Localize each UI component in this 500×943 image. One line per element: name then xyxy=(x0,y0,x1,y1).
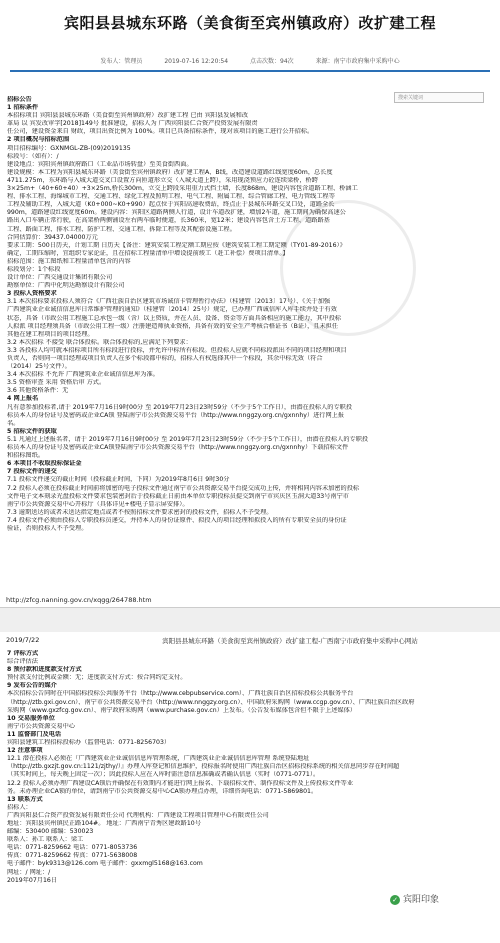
text-line: 9 发布公告的媒介 xyxy=(7,682,57,690)
text-line: 3.6 其他资格条件：无 xyxy=(7,387,69,395)
text-line: 7 投标文件的递交 xyxy=(7,468,57,476)
text-line: 其他在建工程项目的项目经理。 xyxy=(7,330,94,338)
text-line: 2 项目概况与招标范围 xyxy=(7,136,70,144)
text-line: 1 招标条件 xyxy=(7,104,39,112)
text-line: 12.1 潜在投标人必须在『广西建筑业企业诚信信息库管理系统，广西建筑业企业诚信信息库管理 系统登陆地址 xyxy=(7,755,310,763)
text-line: 标员本人的身份证号及密码或企业CA锁 登陆南宁市公共资源交易平台（http://www.nnggzy.org.cn/gxnnhy）进行网上报 xyxy=(7,411,345,419)
text-line: 综合评估法 xyxy=(7,658,38,666)
source: 来源：南宁市政府集中采购中心 xyxy=(315,58,400,65)
text-line: 确定，工期压缩时，宜组织专家论证，且在招标工程量清单中增设提前竣工（赶工补偿）费项目清单。】 xyxy=(7,249,289,257)
text-line: 人拟派 项目经理须具备（市政公用工程一级）注册建造师执业资格，具备有效的安全生产考核合格证书（B证），且未担任 xyxy=(7,322,339,330)
text-line: 验证，否则投标人不予受理。 xyxy=(7,524,88,532)
search-input[interactable]: 搜索关键词 xyxy=(394,92,484,103)
article-meta xyxy=(0,56,500,65)
text-line: 名。 xyxy=(7,419,20,427)
text-line: 7.1 投标文件递交的截止时间（投标截止时间，下同）为2019年8月6日 9时30分 xyxy=(7,476,230,484)
text-line: 3.1 本次招标要求投标人须符合《广西壮族自治区建筑市场诚信卡管理暂行办法》（桂建管〔2013〕17号）、《关于加强 xyxy=(7,298,331,306)
text-line: 招标人： xyxy=(7,803,32,811)
text-line: 7.4 投标文件必须由投标人专职投标员递交，并持本人的身份证原件、拟投入的项目经理和拟投入的所有专职安全员的身份证 xyxy=(7,516,347,524)
text-line: 联系人：孙工 联系人：梁工 xyxy=(7,836,84,844)
text-line: 勘察单位：广西中化明达勘察设计有限公司 xyxy=(7,282,125,290)
text-line: 8 预付款和进度款支付方式 xyxy=(7,666,82,674)
title-divider xyxy=(10,70,490,72)
text-line: 务。未办理企业CA锁的单位，请到南宁市公共资源交易中心CA锁办理点办理，详细咨询电话：0771-5869801。 xyxy=(7,787,318,795)
text-line: 13 联系方式 xyxy=(7,795,43,803)
text-line: 4711.275m，东环路与入城大道交叉口设置方向匝道形立交（入城大道上跨），采用现浇预应力砼连续梁桥，桥跨 xyxy=(7,176,318,184)
text-line: 10 交易服务单位 xyxy=(7,714,55,722)
text-line: 和招标图纸。 xyxy=(7,452,45,460)
text-line: 网址：/ 网址：/ xyxy=(7,868,51,876)
text-line: 程、排水工程、海绵城市工程、交通工程、绿化工程及照明工程、电气工程、附属工程、综合管廊工程、电力管线工程等 xyxy=(7,193,335,201)
text-line: 文件电子文本刻录光盘投标文件要求包装密封后于投标截止日前由本单位专职投标员提交到南宁市宾庆区玉洞大道33号南宁市 xyxy=(7,492,349,500)
text-line: 路出入口车辆正常行驶，在高架桥两侧铺设左右两车临时便道，长360米，宽12米；建设内容包含土方工程、道路路基 xyxy=(7,217,330,225)
page-title: 宾阳县县城东环路（美食街至宾州镇政府）改扩建工程 xyxy=(63,14,436,32)
text-line: 广西宾阳县仁合资产投资发展有限责任公司 代理机构：广西建设工程项目管理中心有限责任公司 xyxy=(7,811,269,819)
text-line: 招标范围：施工图纸和工程量清单包含的内容 xyxy=(7,257,131,265)
text-line: 3.3 各投标人均可就本招标项目所有标段进行投标，并允许中标所有标段。但投标人应就不同标段派出不同的项目经理和项目 xyxy=(7,346,347,354)
text-line: 7.2 投标人必须在投标截止时间前将加密的电子投标文件通过南宁市公共资源交易平台提交成功上传，并将相同内容未加密的投标 xyxy=(7,484,360,492)
text-line: （其实时间上，每天晚上固定一次）；因此投标人应在入库时需注意信息准确或者确认信息（实时（0771-0771）。 xyxy=(7,771,320,779)
text-line: 合同估算价：39437.04000万元 xyxy=(7,233,98,241)
watermark-text: 宾阳印象 xyxy=(403,895,440,905)
text-line: 建设地点：宾阳宾州镇政府路口（工业品市场转盘）至美食街西面。 xyxy=(7,160,193,168)
text-line: 标段号：（如有）：/ xyxy=(7,152,59,160)
text-line: 传真：0771-8259662 传真：0771-5638008 xyxy=(7,852,138,860)
text-line: （http://ztb.gxzjt.gov.cn:1121/zjthy/）』办理入库登记和信息维护，投标报名时使用广西壮族自治区招标投标系统的相关信息同步存在时间超 xyxy=(7,763,400,771)
text-line: 7.3 逾期送达的或者未送达指定地点或者不按照招标文件要求密封的投标文件，招标人不予受理。 xyxy=(7,508,273,516)
text-line: 电子邮件：byk9313@126.com 电子邮件：gxxmgl5168@163.com xyxy=(7,860,203,868)
text-line: 凡有意参加投标者,请于 2019年7月16日9时00分 至 2019年7月23日23时59分（不少于5个工作日），由潜在投标人的专职投 xyxy=(7,403,353,411)
text-line: 3 投标人资格要求 xyxy=(7,290,57,298)
text-line: 11 监督部门及电话 xyxy=(7,730,62,738)
wechat-icon: ✓ xyxy=(390,895,400,905)
text-line: 12 注意事项 xyxy=(7,747,43,755)
text-line: 南宁市公共资源交易中心 xyxy=(7,722,76,730)
text-line: 2019年07月16日 xyxy=(7,876,58,884)
text-line: 本招标项目 宾阳县县城东环路（美食街至宾州镇政府）改扩建工程 已由 宾阳县发展和改 xyxy=(7,112,249,120)
text-line: 6 本项目不收取投标保证金 xyxy=(7,460,82,468)
text-line: 负责人，否则同一项目经理或项目负责人在多个标段都中标的，招标人有权选择其中一个标段，其余中标无效（符合 xyxy=(7,355,323,362)
publisher: 发布人：管理员 xyxy=(100,58,143,65)
announcement-body xyxy=(7,96,491,574)
text-line: 标段划分：1个标段 xyxy=(7,265,61,273)
text-line: 宾阳县建筑工程招标投标办（监督电话：0771-8256703） xyxy=(7,739,171,747)
text-line: 项目招标编号：GXNMGL-ZB-(09)2019135 xyxy=(7,144,131,152)
text-line: 设计单位：广西交通设计集团有限公司 xyxy=(7,274,113,282)
text-line: 地址：宾阳县宾州镇民正路104#。 地址：广西南宁青秀区建政路10号 xyxy=(7,819,201,827)
text-line: 广西建筑业企业诚信信息库日常维护管理的通知》（桂建管〔2014〕25号）规定，已办理广西诚信库入库手续并处于有效 xyxy=(7,306,337,314)
text-line: 采购网（www.gxzfcg.gov.cn）、南宁政府采购网（www.purchase.gov.cn）上发布。（公告发布媒体包含但不限于上述媒体） xyxy=(7,706,356,714)
text-line: 3.4 本次招标 不允许 广西建筑业企业诚信信息库为准。 xyxy=(7,371,159,379)
text-line: 任公司，建设资金来自 财政，项目出资比例为 100%。项目已具备招标条件，现对该项目的施工进行公开招标。 xyxy=(7,128,314,136)
page-url[interactable]: http://zfcg.nanning.gov.cn/xqgg/264788.htm xyxy=(6,596,152,604)
text-line: 南宁市公共资源交易中心开标厅（具体详见+楼电子显示屏安排）。 xyxy=(7,500,189,508)
text-line: 招标公告 xyxy=(7,96,32,103)
print-header-title: 宾阳县县城东环路（美食街至宾州镇政府）改扩建工程-广西南宁市政府集中采购中心网站 xyxy=(162,637,418,645)
text-line: 邮编：530400 邮编：530023 xyxy=(7,828,94,836)
print-date: 2019/7/22 xyxy=(6,636,40,644)
text-line: 建设规模：本工程为宾阳县城东环路（美食街至宾州镇政府）改扩建工程A、B线，改造建设道路红线宽度60m，总长度 xyxy=(7,168,333,176)
text-line: 3×25m+（40+60+40）+3×25m,桥长300m，立交上跨段采用重力式挡土墙，长度868m，建设内容包含道路工程、桥涵工 xyxy=(7,185,358,193)
text-line: 状态，具备（市政公用工程施工总承包一级（含）以上资质，并在人员、设备、资金等方面具备相应的施工能力，其中投标 xyxy=(7,314,342,322)
text-line: 工程、路面工程、排水工程、防护工程、交通工程、拆除工程等及其配套设施工程。 xyxy=(7,225,236,233)
text-line: 3.2 本次招标 不接受 联合体投标。联合体投标的,应满足下列要求： xyxy=(7,338,192,346)
text-line: 标员本人的身份证号及密码或企业CA锁登陆南宁市公共资源交易平台（http://www.nnggzy.org.cn/gxnnhy）下载招标文件 xyxy=(7,444,349,452)
publish-time: 2019-07-16 12:20:54 xyxy=(164,58,229,65)
text-line: 12.2 投标人必须办理广西建设CA锁后并确保在有效期内才能进行网上报名、下载招标文件、制作投标文件及上传投标文件等业 xyxy=(7,779,354,787)
watermark xyxy=(385,890,444,907)
text-line: （http://ztb.gxi.gov.cn）、南宁市公共资源交易平台（http://www.nnggzy.org.cn）、中国政府采购网（www.ccgp.gov.cn）、广西壮族自治区政府 xyxy=(7,698,415,706)
text-line: 电话：0771-8259662 电话：0771-8053736 xyxy=(7,844,138,852)
text-line: 预付款支付比例或金额：无；进度款支付方式：按合同约定支付。 xyxy=(7,674,187,682)
text-line: 革局 以 宾发改审字[2018]149号 批准建设，招标人为 广西宾阳县仁合资产投资发展有限责 xyxy=(7,120,258,128)
text-line: 4 网上报名 xyxy=(7,395,39,403)
text-line: 5.1 凡通过上述报名者，请于 2019年7月16日9时00分 至 2019年7月23日23时59分（不少于5个工作日），由潜在投标人的专职投 xyxy=(7,435,369,443)
view-count: 点击次数：94次 xyxy=(250,58,294,65)
text-line: （2014）25号文件）。 xyxy=(7,363,71,371)
text-line: 7 评标方式 xyxy=(7,650,39,657)
text-line: 5 招标文件的获取 xyxy=(7,427,57,435)
text-line: 要求工期：500日历天，计划工期 日历天【备注：建筑安装工程定额工期应按《建筑安装工程工期定额（TY01-89-2016）》 xyxy=(7,241,346,249)
text-line: 990m，道路建设红线宽度60m。建设内容：宾阳区道路两侧人行道，设计车道改扩建，增加2车道，施工期间为确保高速公 xyxy=(7,209,346,217)
text-line: 工程及辅助工程，入城大道（K0+000~K0+990）起点位于宾阳高速收费站，终点止于县城东环路交叉口处，道路全长 xyxy=(7,201,335,209)
text-line: 3.5 资格审查 采用 资格后审 方式。 xyxy=(7,379,106,387)
text-line: 本次招标公告同时在中国招标投标公共服务平台（http://www.cebpubservice.com）、广西壮族自治区招标投标公共服务平台 xyxy=(7,690,354,698)
